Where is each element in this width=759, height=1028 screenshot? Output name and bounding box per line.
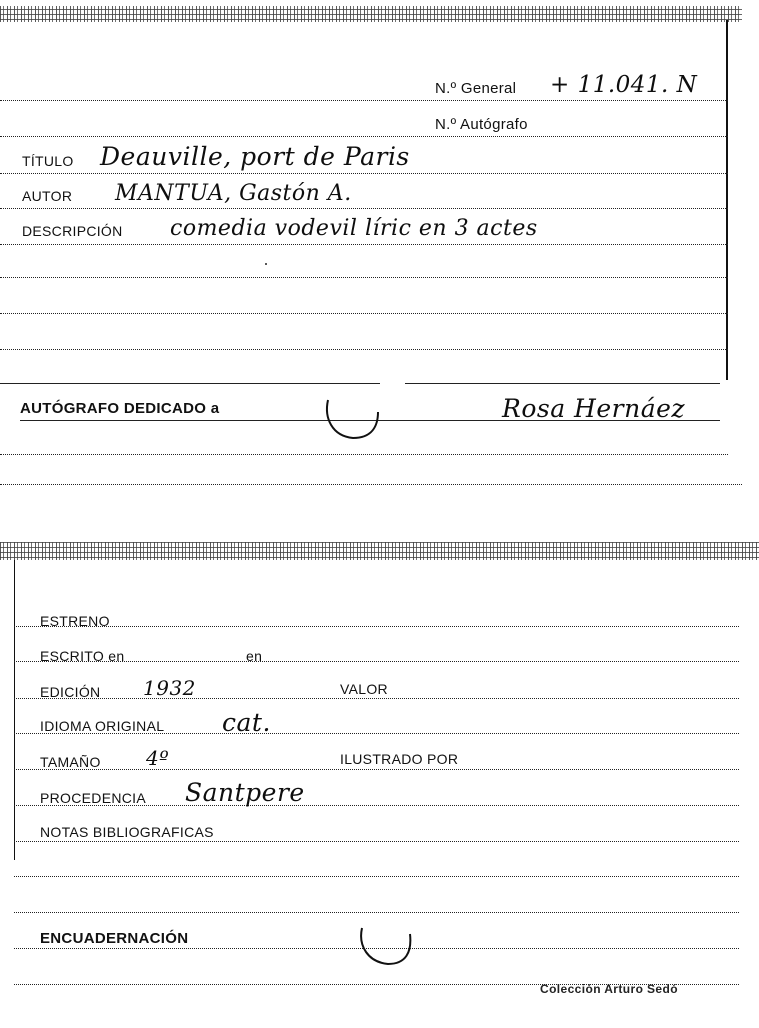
binding-label: ENCUADERNACIÓN xyxy=(40,930,189,947)
rule-line xyxy=(0,383,380,384)
edition-value: 1932 xyxy=(143,676,196,700)
card-right-edge xyxy=(726,20,728,380)
rule-line xyxy=(0,136,728,137)
catalog-card-front xyxy=(0,0,742,488)
card-left-edge xyxy=(14,560,15,860)
edition-label: EDICIÓN xyxy=(40,684,101,700)
ink-speck xyxy=(265,263,267,265)
punch-hole-arc xyxy=(320,398,386,444)
title-label: TÍTULO xyxy=(22,153,74,169)
rule-line xyxy=(0,100,728,101)
scan-noise-border xyxy=(0,542,759,560)
general-number-label: N.º General xyxy=(435,80,517,97)
provenance-label: PROCEDENCIA xyxy=(40,790,146,806)
author-value: MANTUA, Gastón A. xyxy=(115,181,352,206)
rule-line xyxy=(405,383,720,384)
rule-line xyxy=(0,173,728,174)
dedicated-label: AUTÓGRAFO DEDICADO a xyxy=(20,400,220,417)
description-value: comedia vodevil líric en 3 actes xyxy=(170,216,538,241)
bibliographic-notes-label: NOTAS BIBLIOGRAFICAS xyxy=(40,824,214,840)
general-number-value: + 11.041. N xyxy=(550,72,698,98)
value-label: VALOR xyxy=(340,681,388,697)
rule-line xyxy=(0,208,728,209)
premiere-label: ESTRENO xyxy=(40,613,110,629)
rule-line xyxy=(0,313,728,314)
original-language-label: IDIOMA ORIGINAL xyxy=(40,718,165,734)
provenance-value: Santpere xyxy=(185,778,305,807)
rule-line xyxy=(0,454,728,455)
rule-line xyxy=(14,698,739,699)
autograph-number-label: N.º Autógrafo xyxy=(435,116,528,133)
description-label: DESCRIPCIÓN xyxy=(22,223,123,239)
rule-line xyxy=(14,626,739,627)
rule-line xyxy=(14,876,739,877)
size-label: TAMAÑO xyxy=(40,754,101,770)
rule-line xyxy=(14,841,739,842)
dedicated-value: Rosa Hernáez xyxy=(502,394,686,423)
title-value: Deauville, port de Paris xyxy=(100,142,410,171)
rule-line xyxy=(0,277,728,278)
rule-line xyxy=(0,244,728,245)
rule-line xyxy=(14,769,739,770)
written-label: ESCRITO en xyxy=(40,648,125,664)
original-language-value: cat. xyxy=(222,708,271,737)
rule-line xyxy=(0,484,742,485)
rule-line xyxy=(14,912,739,913)
rule-line xyxy=(0,349,728,350)
catalog-card-back xyxy=(0,540,759,1028)
illustrated-by-label: ILUSTRADO POR xyxy=(340,751,459,767)
collection-credit: Colección Arturo Sedó xyxy=(540,982,678,996)
punch-hole-arc xyxy=(354,924,420,970)
author-label: AUTOR xyxy=(22,188,73,204)
scan-noise-border xyxy=(0,6,742,22)
size-value: 4º xyxy=(146,746,170,770)
written-in-label: en xyxy=(246,648,263,664)
